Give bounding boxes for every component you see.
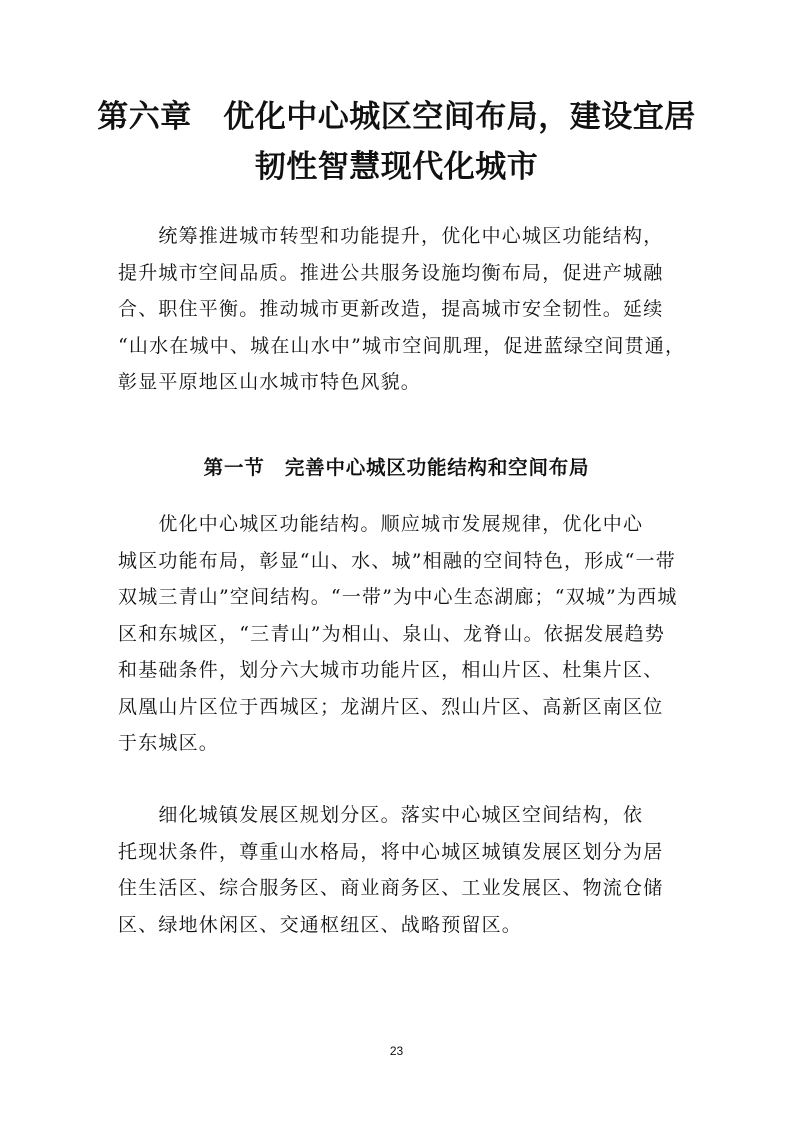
paragraph-line: 区、绿地休闲区、交通枢纽区、战略预留区。 <box>118 913 523 936</box>
paragraph-line: 凤凰山片区位于西城区；龙湖片区、烈山片区、高新区南区位 <box>118 695 664 718</box>
paragraph-line: 于东城区。 <box>118 732 220 754</box>
chapter-title-line-1: 第六章 优化中心城区空间布局，建设宜居 <box>97 99 696 135</box>
paragraph-line: 托现状条件，尊重山水格局，将中心城区城镇发展区划分为居 <box>118 840 664 863</box>
paragraph-line: 彰显平原地区山水城市特色风貌。 <box>118 371 422 393</box>
paragraph-line: 双城三青山”空间结构。“一带”为中心生态湖廊；“双城”为西城 <box>118 586 678 608</box>
paragraph-line: 统筹推进城市转型和功能提升，优化中心城区功能结构， <box>118 225 664 247</box>
paragraph-line: “山水在城中、城在山水中”城市空间肌理，促进蓝绿空间贯通， <box>118 334 686 357</box>
section-title: 第一节 完善中心城区功能结构和空间布局 <box>203 456 590 479</box>
paragraph-line: 住生活区、综合服务区、商业商务区、工业发展区、物流仓储 <box>118 877 664 899</box>
paragraph-line: 区和东城区，“三青山”为相山、泉山、龙脊山。依据发展趋势 <box>118 622 666 645</box>
intro-paragraph <box>118 218 686 401</box>
chapter-title <box>60 92 733 192</box>
paragraph-line: 优化中心城区功能结构。顺应城市发展规律，优化中心 <box>118 513 644 535</box>
paragraph-line: 城区功能布局，彰显“山、水、城”相融的空间特色，形成“一带 <box>118 549 676 572</box>
paragraph-line: 细化城镇发展区规划分区。落实中心城区空间结构，依 <box>118 804 644 826</box>
body-paragraph-1 <box>118 506 678 762</box>
chapter-title-line-2: 韧性智慧现代化城市 <box>254 149 539 185</box>
paragraph-line: 合、职住平衡。推动城市更新改造，提高城市安全韧性。延续 <box>118 298 664 320</box>
paragraph-line: 和基础条件，划分六大城市功能片区，相山片区、杜集片区、 <box>118 659 664 681</box>
paragraph-line: 提升城市空间品质。推进公共服务设施均衡布局，促进产城融 <box>118 261 664 284</box>
body-paragraph-2 <box>118 797 678 943</box>
page-number: 23 <box>389 1044 404 1058</box>
